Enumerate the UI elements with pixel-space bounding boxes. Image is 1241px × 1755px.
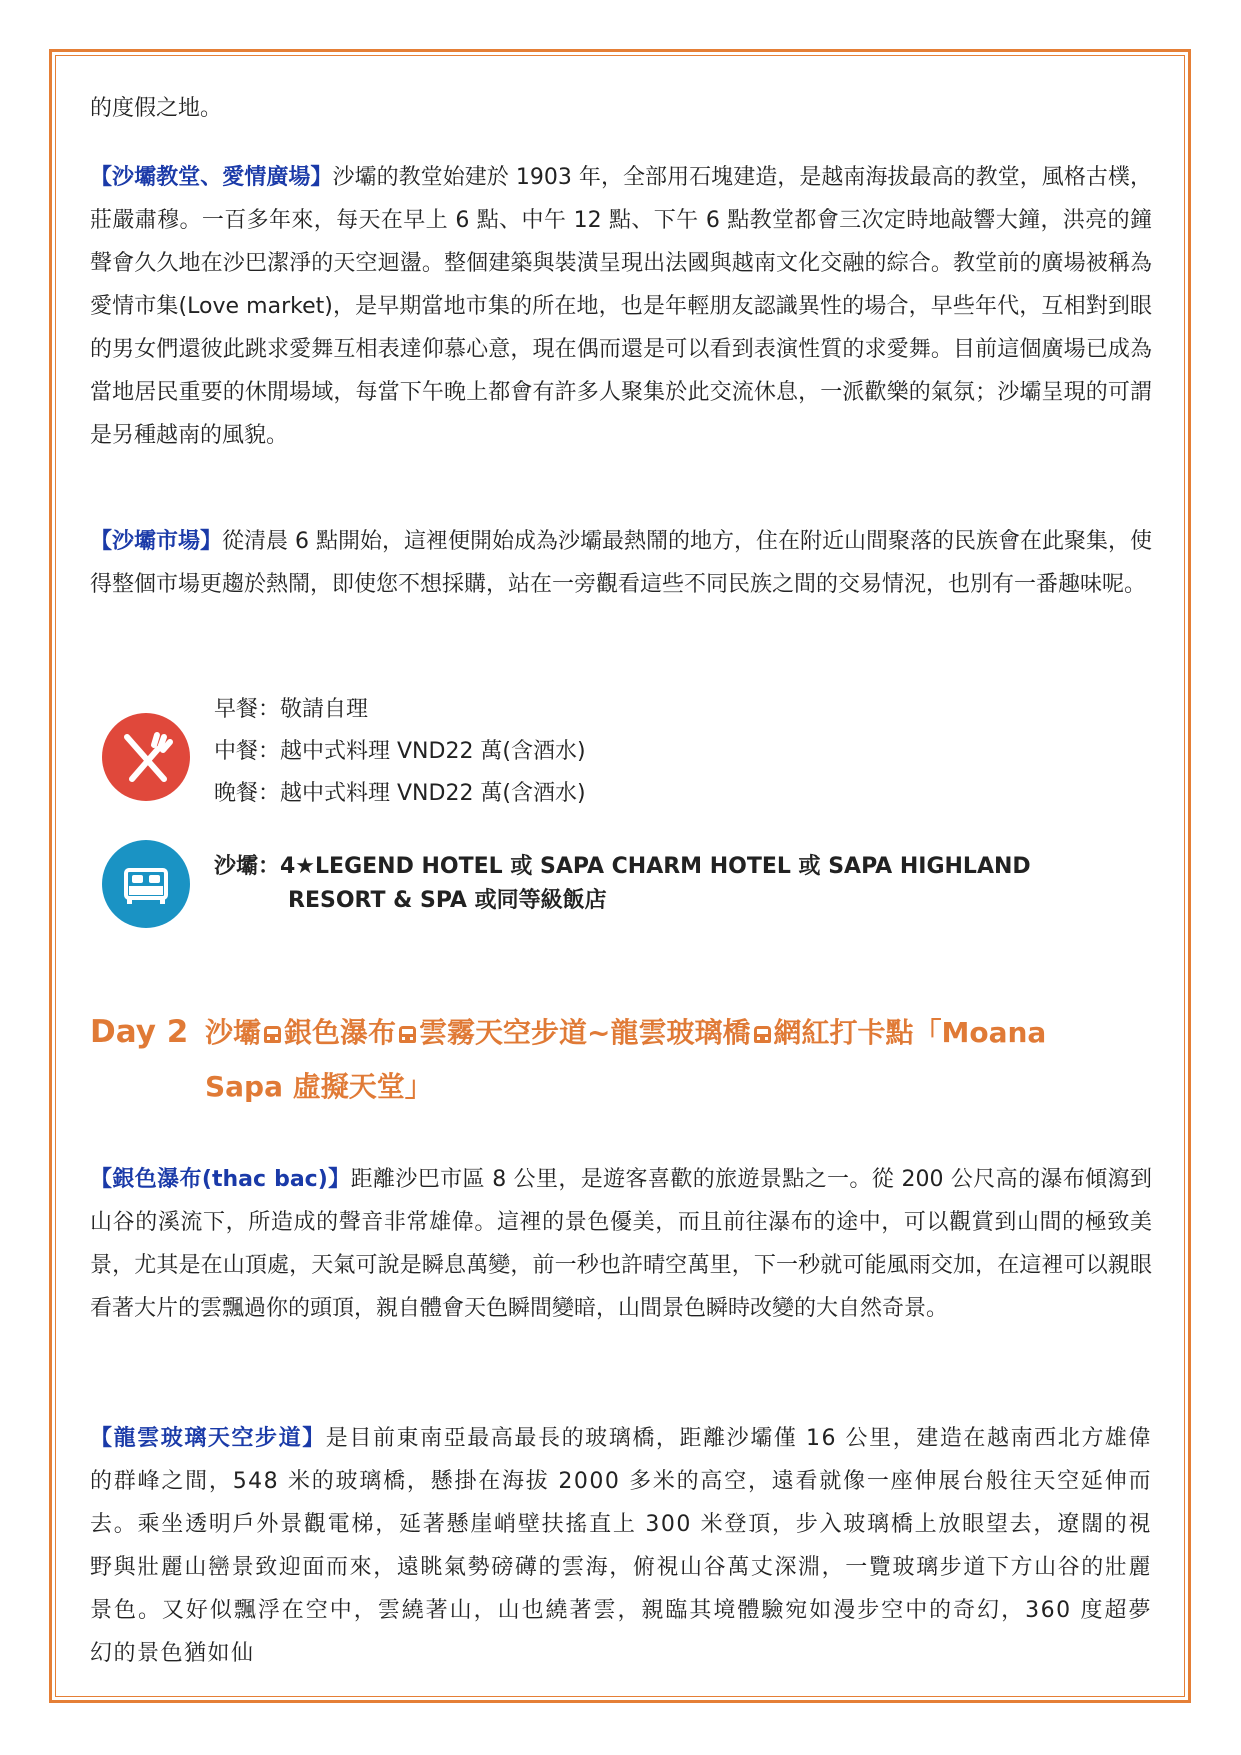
intro-paragraph xyxy=(90,87,1152,130)
glass-bridge-text: 是目前東南亞最高最長的玻璃橋，距離沙壩僅 16 公里，建造在越南西北方雄偉的群峰之間，548 米的玻璃橋，懸掛在海拔 2000 多米的高空，遠看就像一座伸展台般往天空延伸而去。乘坐透明戶外景觀電梯，延著懸崖峭壁扶搖直上 300 米登頂，步入玻璃橋上放眼望去，遼闊的視野與壯麗山巒景致迎面而來，遠眺氣勢磅礡的雲海，俯視山谷萬丈深淵，一覽玻璃步道下方山谷的壯麗景色。又好似飄浮在空中，雲繞著山，山也繞著雲，親臨其境體驗宛如漫步空中的奇幻，360 度超夢幻的景色猶如仙 xyxy=(90,1426,1152,1666)
church-text: 沙壩的教堂始建於 1903 年，全部用石塊建造，是越南海拔最高的教堂，風格古樸，莊嚴肅穆。一百多年來，每天在早上 6 點、中午 12 點、下午 6 點教堂都會三次定時地敲響大鐘，洪亮的鐘聲會久久地在沙巴潔淨的天空迴盪。整個建築與裝潢呈現出法國與越南文化交融的綜合。教堂前的廣場被稱為愛情市集(Love market)，是早期當地市集的所在地，也是年輕朋友認識異性的場合，早些年代，互相對到眼的男女們還彼此跳求愛舞互相表達仰慕心意，現在偶而還是可以看到表演性質的求愛舞。目前這個廣場已成為當地居民重要的休閒場域，每當下午晚上都會有許多人聚集於此交流休息，一派歡樂的氣氛；沙壩呈現的可謂是另種越南的風貌。 xyxy=(90,165,1152,448)
intro-tail-text: 的度假之地。 xyxy=(90,96,223,121)
day-label: Day 2 xyxy=(90,1014,189,1050)
hotel-line-1: 沙壩：4★LEGEND HOTEL 或 SAPA CHARM HOTEL 或 SAPA HIGHLAND xyxy=(214,854,1031,879)
waterfall-text: 距離沙巴市區 8 公里，是遊客喜歡的旅遊景點之一。從 200 公尺高的瀑布傾瀉到山谷的溪流下，所造成的聲音非常雄偉。這裡的景色優美，而且前往瀑布的途中，可以觀賞到山間的極致美景，尤其是在山頂處，天氣可說是瞬息萬變，前一秒也許晴空萬里，下一秒就可能風雨交加，在這裡可以親眼看著大片的雲飄過你的頭頂，親自體會天色瞬間變暗，山間景色瞬時改變的大自然奇景。 xyxy=(90,1167,1152,1321)
market-keyword: 【沙壩市場】 xyxy=(90,529,223,554)
route-stop-1: 沙壩 xyxy=(205,1016,262,1049)
dinner-info: 晚餐：越中式料理 VND22 萬(含酒水) xyxy=(214,781,586,806)
breakfast-info: 早餐：敬請自理 xyxy=(214,697,369,722)
lunch-info: 中餐：越中式料理 VND22 萬(含酒水) xyxy=(214,739,586,764)
market-section xyxy=(90,520,1152,606)
market-text: 從清晨 6 點開始，這裡便開始成為沙壩最熱鬧的地方，住在附近山間聚落的民族會在此聚集，使得整個市場更趨於熱鬧，即使您不想採購，站在一旁觀看這些不同民族之間的交易情況，也別有一番趣味呢。 xyxy=(90,529,1153,597)
glass-bridge-keyword: 【龍雲玻璃天空步道】 xyxy=(90,1426,326,1451)
bus-icon xyxy=(399,1026,416,1043)
bus-icon xyxy=(754,1026,771,1043)
route-stop-3: 雲霧天空步道~龍雲玻璃橋 xyxy=(419,1016,751,1049)
waterfall-section xyxy=(90,1158,1152,1330)
day-2-title xyxy=(90,1005,1152,1114)
route-stop-2: 銀色瀑布 xyxy=(284,1016,397,1049)
church-section xyxy=(90,156,1152,457)
waterfall-keyword: 【銀色瀑布(thac bac)】 xyxy=(90,1167,351,1192)
bus-icon xyxy=(264,1026,281,1043)
day-title-line-2: Sapa 虛擬天堂」 xyxy=(205,1070,433,1103)
hotel-info xyxy=(214,850,1031,918)
fork-knife-icon xyxy=(102,713,190,801)
church-keyword: 【沙壩教堂、愛情廣場】 xyxy=(90,165,333,190)
glass-bridge-section xyxy=(90,1417,1152,1675)
bed-icon xyxy=(102,840,190,928)
route-stop-4: 網紅打卡點「Moana xyxy=(773,1016,1047,1049)
hotel-line-2: RESORT & SPA 或同等級飯店 xyxy=(288,888,607,913)
